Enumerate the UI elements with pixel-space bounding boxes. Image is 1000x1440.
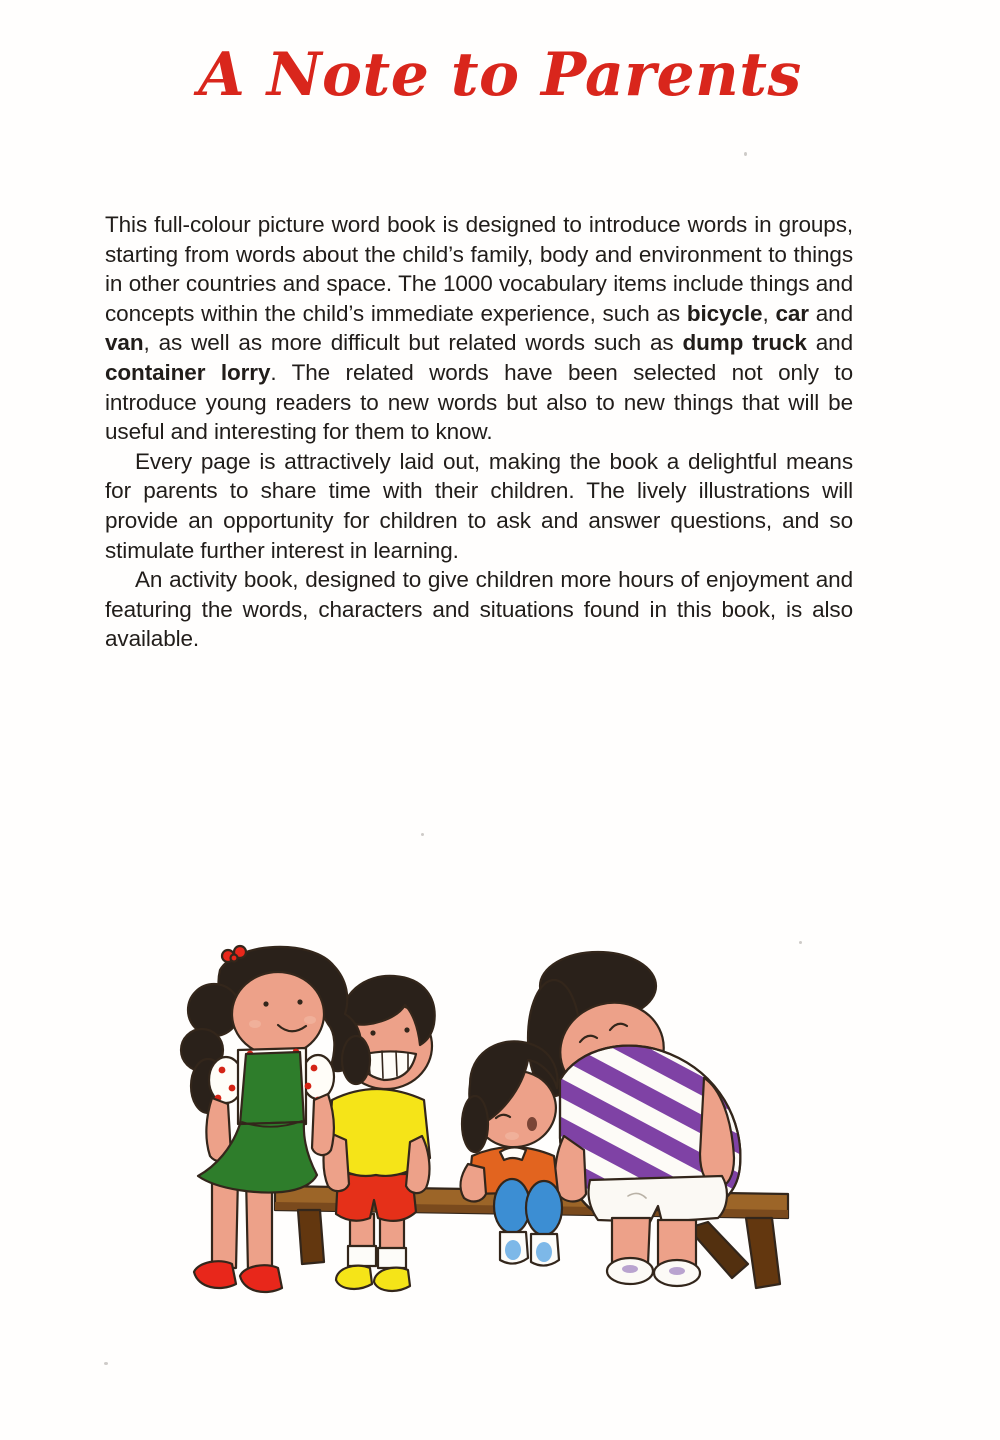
girl-orange-shoes	[500, 1232, 559, 1266]
girl-orange-collar	[500, 1147, 526, 1160]
bold-vocabulary-word: van	[105, 330, 144, 356]
boy-yellow-legs	[348, 1214, 406, 1268]
body-text	[105, 210, 853, 654]
bold-vocabulary-word: container lorry	[105, 359, 271, 385]
scan-speck	[421, 833, 424, 836]
page-title: A Note to Parents	[198, 40, 802, 110]
boy-yellow-shoes	[336, 1266, 410, 1291]
scan-speck	[744, 152, 747, 156]
bold-vocabulary-word: dump truck	[682, 330, 807, 356]
paragraph: Every page is attractively laid out, making the book a delightful means for parents to share time with their children. The lively illustrations will provide an opportunity for children to ask and answer questions, and so stimulate further interest in learning.	[105, 448, 853, 563]
girl-pigtails-head	[232, 972, 324, 1056]
bold-vocabulary-word: bicycle	[686, 300, 763, 326]
paragraph: This full-colour picture word book is designed to introduce words in groups, starting from words about the child’s family, body and environment to things in other countries and space. The 1000 vocabulary items include things and concepts within the child’s immediate experience, such as bicycle, car and van, as well as more difficult but related words such as dump truck and container lorry. The related words have been selected not only to introduce young readers to new words but also to new things that will be useful and interesting for them to know.	[105, 212, 853, 445]
paragraph: An activity book, designed to give children more hours of enjoyment and featuring the words, characters and situations found in this book, is also available.	[105, 567, 853, 652]
scan-speck	[104, 1362, 108, 1365]
boy-striped-arm	[700, 1078, 734, 1188]
children-bench-illustration	[160, 928, 800, 1300]
girl-pigtails-shoes	[194, 1261, 282, 1292]
boy-striped-shoes	[607, 1258, 700, 1286]
bold-vocabulary-word: car	[775, 300, 809, 326]
